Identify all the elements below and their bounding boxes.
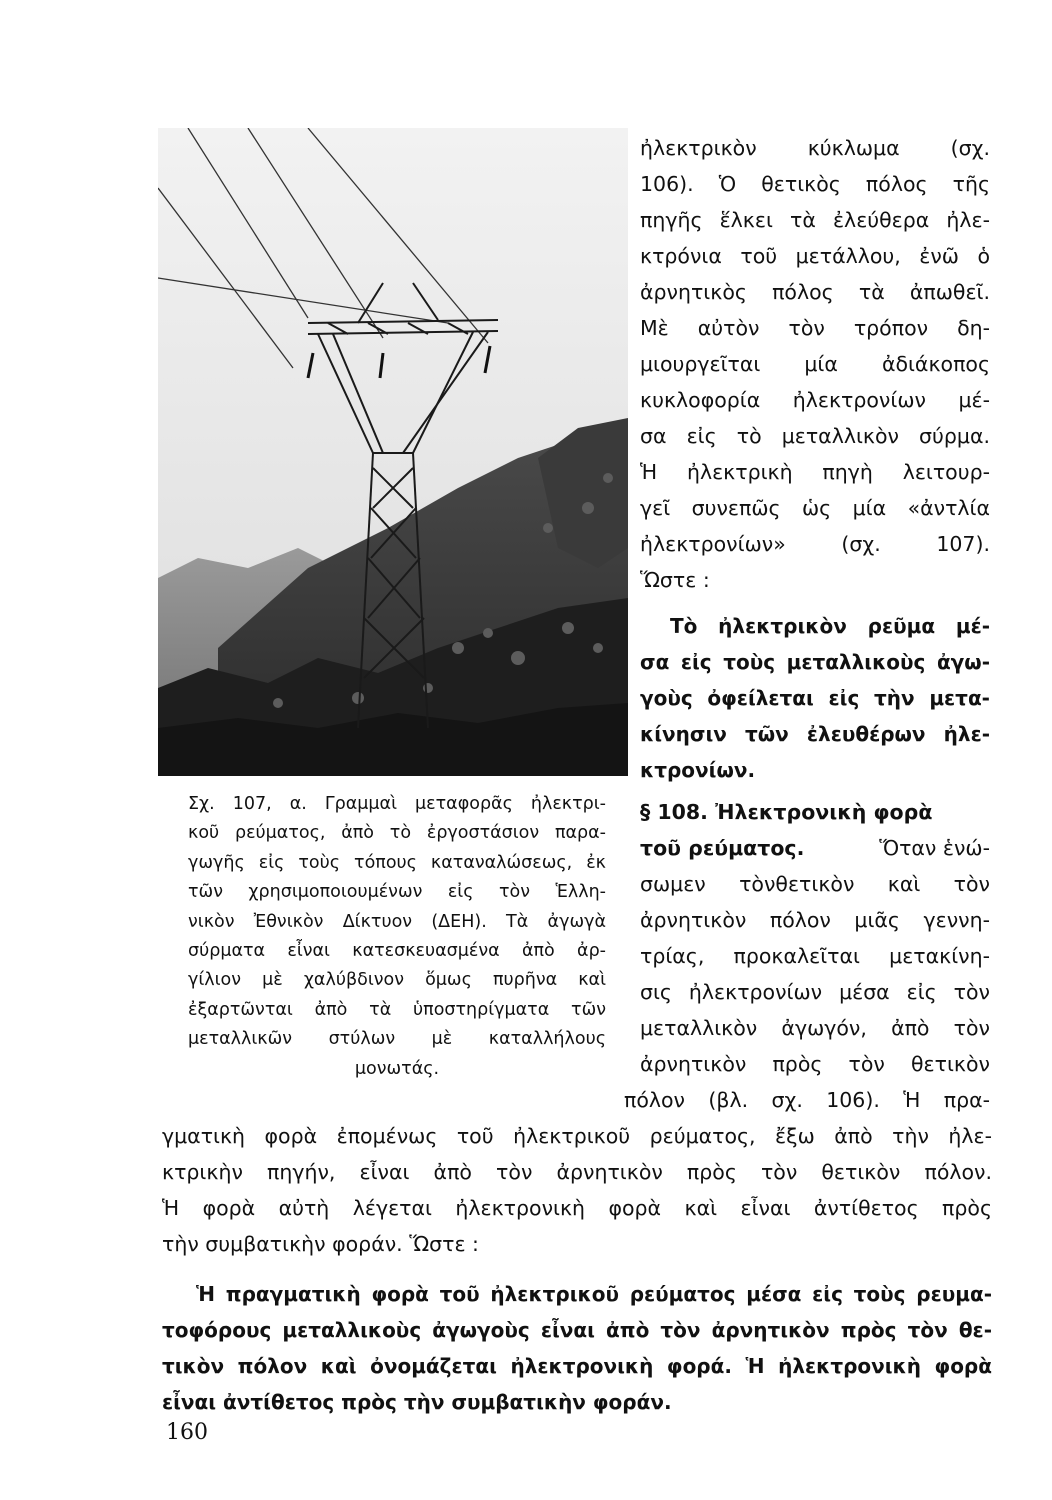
bold-statement-line: κίνησιν τῶν ἐλευθέρων ἠλε- xyxy=(640,722,990,746)
body-line: ἠλεκτρονίων» (σχ. 107). xyxy=(640,532,990,556)
body-line: Ὥστε : xyxy=(640,568,710,592)
caption-line: νικὸν Ἐθνικὸν Δίκτυον (ΔΕΗ). Τὰ ἀγωγὰ xyxy=(188,911,606,932)
body-line: Μὲ αὐτὸν τὸν τρόπον δη- xyxy=(640,316,990,340)
body-line: γεῖ συνεπῶς ὡς μία «ἀντλία xyxy=(640,496,990,520)
bold-conclusion-line: τοφόρους μεταλλικοὺς ἀγωγοὺς εἶναι ἀπὸ τὸν ἀρνητικὸν πρὸς τὸν θε- xyxy=(162,1318,992,1342)
section-title: Ἠλεκτρονικὴ φορὰ xyxy=(715,800,933,824)
section-heading xyxy=(640,800,990,824)
section-first-line: Ὅταν ἑνώ- xyxy=(879,836,990,860)
body-line: σις ἠλεκτρονίων μέσα εἰς τὸν xyxy=(640,980,990,1004)
caption-line: μεταλλικῶν στύλων μὲ καταλλήλους xyxy=(188,1029,606,1050)
caption-line: γίλιον μὲ χαλύβδινον ὅμως πυρῆνα καὶ xyxy=(188,970,606,991)
figure-caption xyxy=(188,790,606,1084)
bold-statement-line: σα εἰς τοὺς μεταλλικοὺς ἀγω- xyxy=(640,650,990,674)
caption-line: γωγῆς εἰς τοὺς τόπους καταναλώσεως, ἐκ xyxy=(188,852,606,873)
caption-line: Σχ. 107, α. Γραμμαὶ μεταφορᾶς ἠλεκτρι- xyxy=(188,794,606,814)
bold-statement-line: κτρονίων. xyxy=(640,758,756,782)
transmission-tower-photo xyxy=(158,128,628,776)
body-line: μεταλλικὸν ἀγωγόν, ἀπὸ τὸν xyxy=(640,1016,990,1040)
body-line: ἠλεκτρικὸν κύκλωμα (σχ. xyxy=(640,136,990,160)
body-line: ἀρνητικὸν πρὸς τὸν θετικὸν xyxy=(640,1052,990,1076)
caption-line: σύρματα εἶναι κατεσκευασμένα ἀπὸ ἀρ- xyxy=(188,941,606,962)
body-line: κτρικὴν πηγήν, εἶναι ἀπὸ τὸν ἀρνητικὸν πρὸς τὸν θετικὸν πόλον. xyxy=(162,1160,992,1184)
body-line: Ἡ φορὰ αὐτὴ λέγεται ἠλεκτρονικὴ φορὰ καὶ εἶναι ἀντίθετος πρὸς xyxy=(162,1196,992,1220)
body-line: πηγῆς ἕλκει τὰ ἐλεύθερα ἠλε- xyxy=(640,208,990,232)
page-number: 160 xyxy=(166,1420,208,1445)
body-line: 106). Ὁ θετικὸς πόλος τῆς xyxy=(640,172,990,196)
body-line: ἀρνητικὸς πόλος τὰ ἀπωθεῖ. xyxy=(640,280,990,304)
body-line: μιουργεῖται μία ἀδιάκοπος xyxy=(640,352,990,376)
section-number: § 108. xyxy=(640,800,708,824)
body-line: γματικὴ φορὰ ἐπομένως τοῦ ἠλεκτρικοῦ ρεύματος, ἔξω ἀπὸ τὴν ἠλε- xyxy=(162,1124,992,1148)
body-line: σωμεν τὸνθετικὸν καὶ τὸν xyxy=(640,872,990,896)
body-line: κυκλοφορία ἠλεκτρονίων μέ- xyxy=(640,388,990,412)
section-title-cont: τοῦ ρεύματος. xyxy=(640,836,805,860)
bold-conclusion-line: Ἡ πραγματικὴ φορὰ τοῦ ἠλεκτρικοῦ ρεύματος μέσα εἰς τοὺς ρευμα- xyxy=(196,1282,992,1306)
body-line: κτρόνια τοῦ μετάλλου, ἐνῶ ὁ xyxy=(640,244,990,268)
bold-conclusion-line: εἶναι ἀντίθετος πρὸς τὴν συμβατικὴν φοράν. xyxy=(162,1390,672,1414)
bold-statement-line: γοὺς ὀφείλεται εἰς τὴν μετα- xyxy=(640,686,990,710)
body-line: ἀρνητικὸν πόλον μιᾶς γεννη- xyxy=(640,908,990,932)
caption-line: τῶν χρησιμοποιουμένων εἰς τὸν Ἑλλη- xyxy=(188,882,606,903)
body-line: Ἡ ἠλεκτρικὴ πηγὴ λειτουρ- xyxy=(640,460,990,484)
bold-conclusion-line: τικὸν πόλον καὶ ὀνομάζεται ἠλεκτρονικὴ φορά. Ἡ ἠλεκτρονικὴ φορὰ xyxy=(162,1354,992,1378)
body-line: σα εἰς τὸ μεταλλικὸν σύρμα. xyxy=(640,424,990,448)
body-line: πόλον (βλ. σχ. 106). Ἡ πρα- xyxy=(624,1088,990,1112)
section-heading-line2 xyxy=(640,836,990,860)
body-line: τὴν συμβατικὴν φοράν. Ὥστε : xyxy=(162,1232,479,1256)
body-line: τρίας, προκαλεῖται μετακίνη- xyxy=(640,944,990,968)
caption-line: κοῦ ρεύματος, ἀπὸ τὸ ἐργοστάσιον παρα- xyxy=(188,823,606,844)
bold-statement-line: Τὸ ἠλεκτρικὸν ρεῦμα μέ- xyxy=(670,614,990,638)
caption-line: ἐξαρτῶνται ἀπὸ τὰ ὑποστηρίγματα τῶν xyxy=(188,999,606,1020)
caption-line: μονωτάς. xyxy=(354,1058,440,1079)
